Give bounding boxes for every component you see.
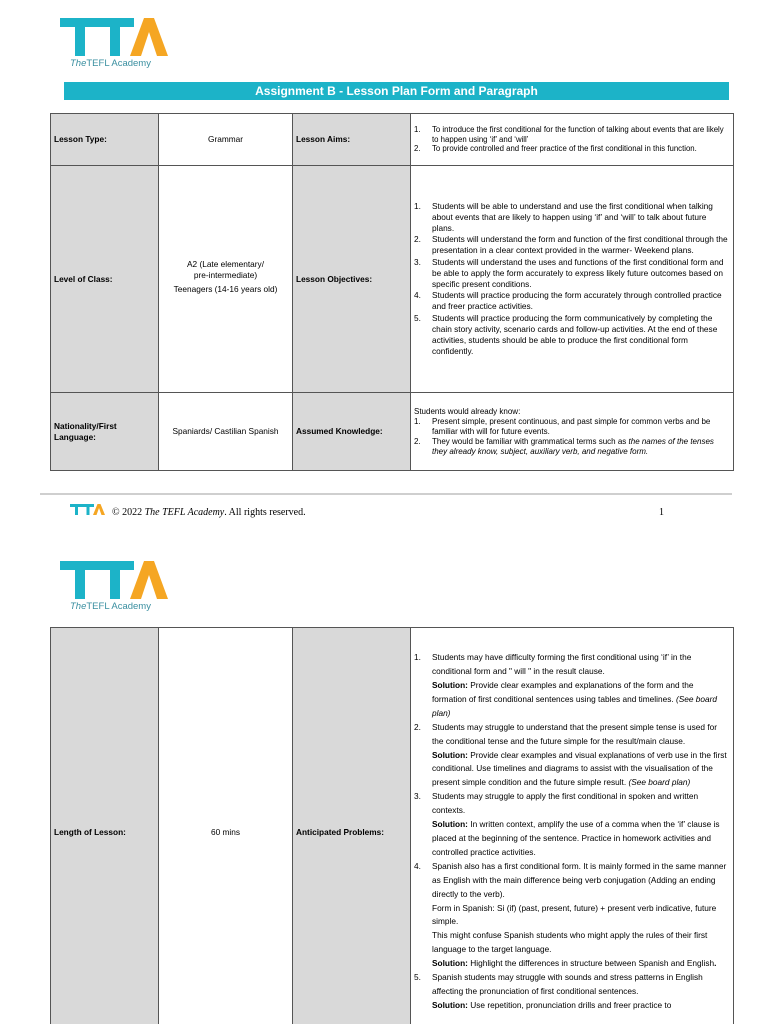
table-row bbox=[51, 166, 734, 393]
assumed-knowledge-label: Assumed Knowledge: bbox=[293, 393, 411, 471]
lesson-plan-table-1 bbox=[50, 113, 734, 471]
anticipated-problems-content bbox=[411, 628, 734, 1024]
list-item: 2. Students may struggle to understand that the present simple tense is used for the conditional tense and the future simple for the result/main clause. Solution: Provide clear examples and visual explanations of verb use in the first conditional. Use timelines and diagrams to assist with the visualisation of the present simple condition and the future simple result. (See board plan) bbox=[414, 721, 727, 788]
list-item: 1. Students may have difficulty forming the first conditional using ‘if’ in the conditional form and " will " in the result clause. Solution: Provide clear examples and explanations of the form and the formation of first conditional sentences using tables and timelines. (See board plan) bbox=[414, 652, 718, 718]
assumed-knowledge-content: Students would already know: 1. Present simple, present continuous, and past simple for common verbs and be familiar with will for future events. 2. They would be familiar with grammatical terms such as the names of the tenses they already know, subject, auxiliary verb, and negative form. bbox=[411, 393, 734, 471]
list-item: 3. Students may struggle to apply the first conditional in spoken and written contexts. Solution: In written context, amplify the use of a comma when the ‘if’ clause is placed at the beginning of the sentence. Practice in homework activities and controlled practice activities. bbox=[414, 791, 720, 857]
tta-logo-page-2 bbox=[58, 557, 168, 619]
list-item: 3. Students will understand the uses and functions of the first conditional form and be able to apply the form accurately to express likely future outcomes based on specific present conditions. bbox=[414, 256, 724, 289]
lesson-type-value: Grammar bbox=[159, 114, 293, 166]
copyright-text: © 2022 The TEFL Academy. All rights reserved. bbox=[112, 507, 306, 518]
lesson-plan-table-2 bbox=[50, 627, 734, 1024]
list-item: 5. Students will practice producing the form communicatively by completing the chain story activity, scenario cards and follow-up activities. At the end of these activities, students should be able to produce the first conditional form confidently. bbox=[414, 312, 718, 357]
list-item: 2. They would be familiar with grammatical terms such as the names of the tenses they already know, subject, auxiliary verb, and negative form. bbox=[414, 436, 714, 456]
assignment-title: Assignment B - Lesson Plan Form and Paragraph bbox=[64, 82, 729, 100]
nationality-label: Nationality/First Language: bbox=[51, 393, 159, 471]
logo-subtitle: TheTEFL Academy bbox=[70, 601, 151, 612]
table-row bbox=[51, 114, 734, 166]
list-item: 1. Present simple, present continuous, and past simple for common verbs and be familiar with will for future events. bbox=[414, 416, 711, 436]
lesson-aims-content bbox=[411, 114, 734, 166]
tta-logo-mark-icon bbox=[58, 14, 168, 60]
length-of-lesson-value: 60 mins bbox=[159, 628, 293, 1024]
list-item: 4. Spanish also has a first conditional form. It is mainly formed in the same manner as English with the main difference being verb conjugation (Adding an ending directly to the verb). Form in Spanish: Si (if) (past, present, future) + present verb indicative, future simple. This might confuse Spanish students who might apply the rules of their first language to the target language. Solution: Highlight the differences in structure between Spanish and English. bbox=[414, 860, 727, 969]
list-item: 5. Spanish students may struggle with sounds and stress patterns in English affecting the pronunciation of first conditional sentences. Solution: Use repetition, pronunciation drills and freer practice to bbox=[414, 972, 703, 1010]
logo-subtitle: TheTEFL Academy bbox=[70, 58, 151, 69]
level-of-class-label: Level of Class: bbox=[51, 166, 159, 393]
list-item: 1. To introduce the first conditional for the function of talking about events that are likely to happen using ‘if’ and ‘will’ bbox=[414, 125, 724, 144]
list-item: 1. Students will be able to understand and use the first conditional when talking about events that are likely to happen using ‘if’ and ‘will’ to talk about future plans. bbox=[414, 200, 713, 233]
nationality-value: Spaniards/ Castilian Spanish bbox=[159, 393, 293, 471]
tta-logo bbox=[58, 14, 168, 76]
lesson-objectives-content bbox=[411, 166, 734, 393]
list-item: 2. Students will understand the form and function of the first conditional through the presentation in a clear context provided in the warmer- Weekend plans. bbox=[414, 234, 728, 256]
table-row bbox=[51, 393, 734, 471]
tta-mini-logo-icon bbox=[70, 503, 106, 519]
lesson-type-label: Lesson Type: bbox=[51, 114, 159, 166]
anticipated-problems-label: Anticipated Problems: bbox=[293, 628, 411, 1024]
lesson-aims-label: Lesson Aims: bbox=[293, 114, 411, 166]
list-item: 2. To provide controlled and freer practice of the first conditional in this function. bbox=[414, 144, 697, 154]
list-item: 4. Students will practice producing the form accurately through controlled practice and freer practice activities. bbox=[414, 290, 722, 312]
table-row bbox=[51, 628, 734, 1024]
page-footer bbox=[70, 503, 670, 519]
page-number: 1 bbox=[659, 507, 664, 518]
tta-logo-mark-icon bbox=[58, 557, 168, 603]
footer-divider bbox=[40, 493, 732, 495]
lesson-objectives-label: Lesson Objectives: bbox=[293, 166, 411, 393]
length-of-lesson-label: Length of Lesson: bbox=[51, 628, 159, 1024]
level-of-class-value: A2 (Late elementary/ pre-intermediate) Teenagers (14-16 years old) bbox=[159, 166, 293, 393]
